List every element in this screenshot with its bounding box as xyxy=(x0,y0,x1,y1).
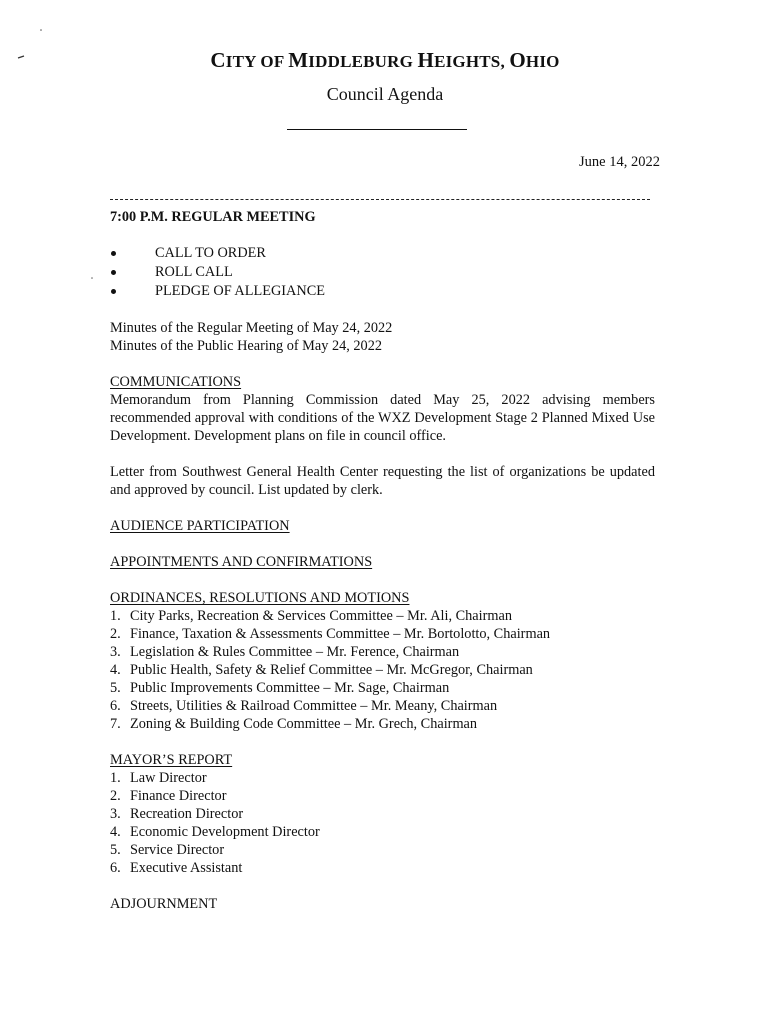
adjournment-heading: ADJOURNMENT xyxy=(110,896,218,912)
communications-heading: COMMUNICATIONS xyxy=(110,374,242,390)
title-part: H xyxy=(417,48,435,72)
list-item: 1. City Parks, Recreation & Services Committee – Mr. Ali, Chairman xyxy=(110,608,512,624)
list-item: 5. Public Improvements Committee – Mr. Sage, Chairman xyxy=(110,680,450,696)
opening-item: PLEDGE OF ALLEGIANCE xyxy=(110,282,655,301)
meeting-heading: 7:00 P.M. REGULAR MEETING xyxy=(110,209,316,225)
audience-participation-heading: AUDIENCE PARTICIPATION xyxy=(110,518,290,534)
communications-letter: Letter from Southwest General Health Center requesting the list of organizations be updated and approved by council. List updated by clerk. xyxy=(110,464,655,498)
list-item: 6. Executive Assistant xyxy=(110,860,243,876)
title-part: O xyxy=(509,48,526,72)
page-subtitle: Council Agenda xyxy=(326,84,444,104)
list-item: 5. Service Director xyxy=(110,842,225,858)
bullet-icon xyxy=(111,251,116,256)
minutes-line: Minutes of the Public Hearing of May 24, 2022 xyxy=(110,338,382,354)
dashed-divider xyxy=(110,199,650,200)
list-item: 4. Economic Development Director xyxy=(110,824,320,840)
title-part: M xyxy=(288,48,309,72)
communications-memo: Memorandum from Planning Commission dated May 25, 2022 advising members recommended approval with conditions of the WXZ Development Stage 2 Planned Mixed Use Development. Development plans on file in council office. xyxy=(110,392,655,444)
list-item: 1. Law Director xyxy=(110,770,207,786)
agenda-body xyxy=(110,208,655,913)
audience-section xyxy=(110,517,655,535)
opening-item: ROLL CALL xyxy=(110,263,655,282)
list-item: 6. Streets, Utilities & Railroad Committee – Mr. Meany, Chairman xyxy=(110,698,498,714)
appointments-heading: APPOINTMENTS AND CONFIRMATIONS xyxy=(110,554,373,570)
communications-letter-block xyxy=(110,463,655,499)
page-title xyxy=(0,48,770,73)
minutes-line: Minutes of the Regular Meeting of May 24, 2022 xyxy=(110,320,393,336)
ordinances-list xyxy=(110,607,655,733)
minutes-section xyxy=(110,319,655,355)
title-part: C xyxy=(210,48,226,72)
list-item: 7. Zoning & Building Code Committee – Mr. Grech, Chairman xyxy=(110,716,478,732)
ordinances-heading: ORDINANCES, RESOLUTIONS AND MOTIONS xyxy=(110,590,410,606)
appointments-section xyxy=(110,553,655,571)
bullet-icon xyxy=(111,289,116,294)
title-part: EIGHTS, xyxy=(434,52,510,71)
communications-section xyxy=(110,373,655,445)
mayors-report-section xyxy=(110,751,655,877)
agenda-date: June 14, 2022 xyxy=(579,154,660,170)
list-item: 3. Recreation Director xyxy=(110,806,244,822)
mayors-report-heading: MAYOR’S REPORT xyxy=(110,752,233,768)
ordinances-section xyxy=(110,589,655,733)
mayors-report-list xyxy=(110,769,655,877)
title-divider xyxy=(287,129,467,130)
list-item: 3. Legislation & Rules Committee – Mr. Ference, Chairman xyxy=(110,644,460,660)
list-item: 2. Finance Director xyxy=(110,788,227,804)
list-item: 2. Finance, Taxation & Assessments Committee – Mr. Bortolotto, Chairman xyxy=(110,626,551,642)
opening-item: CALL TO ORDER xyxy=(110,244,655,263)
title-part: ITY OF xyxy=(225,52,289,71)
scan-speck xyxy=(91,277,93,279)
title-part: HIO xyxy=(525,52,560,71)
list-item: 4. Public Health, Safety & Relief Committee – Mr. McGregor, Chairman xyxy=(110,662,533,678)
title-part: IDDLEBURG xyxy=(308,52,418,71)
opening-items xyxy=(110,244,655,301)
bullet-icon xyxy=(111,270,116,275)
scan-speck xyxy=(40,29,42,31)
